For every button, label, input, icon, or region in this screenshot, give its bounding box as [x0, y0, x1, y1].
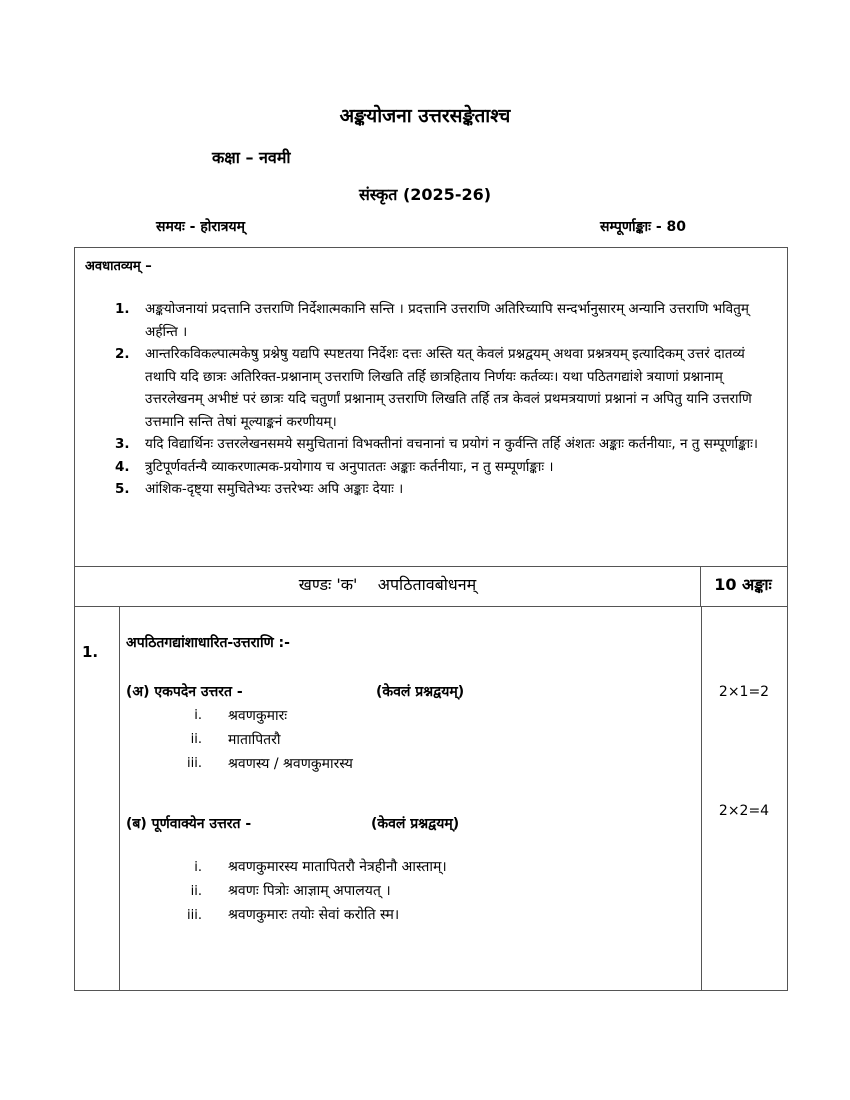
column-divider — [119, 606, 120, 990]
instruction-item — [85, 456, 777, 479]
section-header-row — [74, 567, 788, 607]
instruction-item — [85, 343, 777, 433]
part-b-marks: 2×2=4 — [718, 803, 770, 819]
answer-text: श्रवणस्य / श्रवणकुमारस्य — [228, 756, 353, 772]
answer-roman: i. — [194, 708, 202, 723]
column-divider — [701, 606, 702, 990]
answer-text: मातापितरौ — [228, 732, 281, 748]
answer-text: श्रवणः पित्रोः आज्ञाम् अपालयत् । — [228, 883, 391, 899]
section-marks: 10 अङ्काः — [714, 575, 772, 594]
instruction-text: यदि विद्यार्थिनः उत्तरलेखनसमये समुचितानां विभक्तीनां वचनानां च प्रयोगं न कुर्वन्ति तर्हि अंशतः अङ्काः कर्तनीयाः, न तु सम्पूर्णाङ्काः। — [145, 436, 758, 452]
instructions-box — [74, 247, 788, 567]
answer-roman: iii. — [187, 756, 202, 771]
answer-roman: ii. — [190, 732, 202, 747]
time-label: समयः - होरात्रयम् — [156, 219, 245, 235]
class-label: कक्षा – नवमी — [212, 148, 291, 167]
instruction-number: 5. — [115, 481, 130, 497]
question-heading: अपठितगद्यांशाधारित-उत्तराणि :- — [126, 635, 290, 651]
instruction-item — [85, 298, 777, 343]
part-b-note: (केवलं प्रश्नद्वयम्) — [371, 816, 460, 832]
subject-title: संस्कृत (2025-26) — [358, 185, 492, 204]
instruction-number: 4. — [115, 458, 130, 475]
instruction-number: 2. — [115, 346, 130, 362]
instructions-heading: अवधातव्यम् – — [85, 259, 152, 274]
part-b-label — [126, 814, 460, 833]
instruction-item — [85, 433, 777, 456]
part-a-marks: 2×1=2 — [718, 684, 770, 700]
instruction-text: अङ्कयोजनायां प्रदत्तानि उत्तराणि निर्देशात्मकानि सन्ति । प्रदत्तानि उत्तराणि अतिरिच्यापि सन्दर्भानुसारम् अन्यानि उत्तराणि भवितुम् अर्हन्ति । — [145, 301, 749, 340]
answer-roman: iii. — [187, 908, 202, 923]
instruction-text: आंशिक-दृष्ट्या समुचितेभ्यः उत्तरेभ्यः अपि अङ्काः देयाः । — [145, 481, 404, 497]
answer-text: श्रवणकुमारस्य मातापितरौ नेत्रहीनौ आस्ताम्। — [228, 859, 447, 875]
part-a-note: (केवलं प्रश्नद्वयम्) — [376, 684, 465, 700]
answer-text: श्रवणकुमारः — [228, 708, 288, 724]
instruction-text: आन्तरिकविकल्पात्मकेषु प्रश्नेषु यद्यपि स्पष्टतया निर्देशः दत्तः अस्ति यत् केवलं प्रश्नद्वयम् अथवा प्रश्नत्रयम् इत्यादिकम् उत्तरं दातव्यं तथापि यदि छात्रः अतिरिक्त-प्रश्नानाम् उत्तराणि लिखति तर्हि छात्रहिताय निर्णयः कर्तव्यः। यथा पठितगद्यांशे त्रयाणां प्रश्नानाम् उत्तरलेखनम् अभीष्टं परं छात्रः यदि चतुर्णां प्रश्नानाम् उत्तराणि लिखति तर्हि तत्र केवलं प्रथमत्रयाणां प्रश्नानां न अपितु यानि उत्तराणि उत्तमानि सन्ति तेषां मूल्याङ्कनं करणीयम्। — [145, 346, 752, 430]
question-table — [74, 606, 788, 991]
part-a-label — [126, 682, 465, 701]
section-title: खण्डः 'क' अपठितावबोधनम् — [75, 567, 701, 606]
instruction-item — [85, 478, 777, 501]
instruction-number: 3. — [115, 436, 130, 452]
answer-roman: ii. — [190, 884, 202, 899]
answer-roman: i. — [194, 860, 202, 875]
instructions-list — [85, 298, 777, 501]
part-b-text: (ब) पूर्णवाक्येन उत्तरत - — [126, 816, 252, 832]
document-title: अङ्कयोजना उत्तरसङ्केताश्च — [339, 105, 511, 127]
part-a-text: (अ) एकपदेन उत्तरत - — [126, 684, 243, 700]
max-marks-label: सम्पूर्णाङ्काः - 80 — [600, 219, 686, 235]
instruction-text: त्रुटिपूर्णवर्तन्यै व्याकरणात्मक-प्रयोगाय च अनुपाततः अङ्काः कर्तनीयाः, न तु सम्पूर्णाङ्काः । — [145, 458, 554, 475]
answer-text: श्रवणकुमारः तयोः सेवां करोति स्म। — [228, 907, 400, 923]
question-number: 1. — [82, 643, 99, 661]
instruction-number: 1. — [115, 301, 130, 317]
